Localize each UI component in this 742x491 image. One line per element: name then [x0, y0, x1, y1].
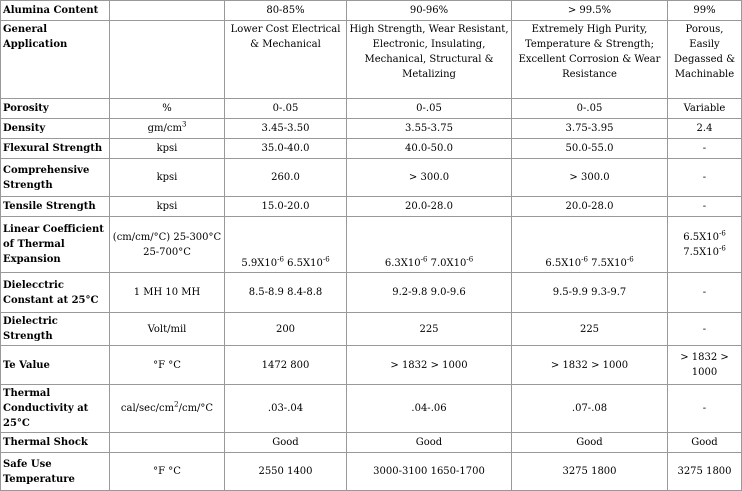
table-row [1, 139, 742, 159]
header-90-96: 90-96% [347, 1, 512, 21]
row-unit: kpsi [110, 159, 225, 197]
cell-99-5: Extremely High Purity, Temperature & Strength; Excellent Corrosion & Wear Resistance [512, 21, 668, 99]
cell-80-85: 260.0 [225, 159, 347, 197]
table-row [1, 273, 742, 313]
row-label: Safe Use Temperature [1, 453, 110, 491]
table-row [1, 99, 742, 119]
row-unit [110, 433, 225, 453]
row-unit: (cm/cm/°C) 25-300°C 25-700°C [110, 217, 225, 273]
cell-80-85: 2550 1400 [225, 453, 347, 491]
cell-90-96: Good [347, 433, 512, 453]
cell-99-5: 3275 1800 [512, 453, 668, 491]
cell-90-96: 0-.05 [347, 99, 512, 119]
cell-99-5: 3.75-3.95 [512, 119, 668, 139]
header-80-85: 80-85% [225, 1, 347, 21]
row-unit: Volt/mil [110, 313, 225, 346]
header-99-5: > 99.5% [512, 1, 668, 21]
cell-99-5: > 300.0 [512, 159, 668, 197]
cell-99: > 1832 > 1000 [668, 346, 742, 385]
cell-99: - [668, 385, 742, 433]
row-label: Comprehensive Strength [1, 159, 110, 197]
row-unit: kpsi [110, 197, 225, 217]
cell-90-96: 40.0-50.0 [347, 139, 512, 159]
cell-99-5: $6.5X10^{-6}$ $7.5X10^{-6}$ [512, 217, 668, 273]
row-unit: 1 MH 10 MH [110, 273, 225, 313]
row-unit [110, 119, 225, 139]
cell-99-5: 50.0-55.0 [512, 139, 668, 159]
cell-99: - [668, 197, 742, 217]
cell-80-85: Good [225, 433, 347, 453]
row-unit: °F °C [110, 346, 225, 385]
cell-90-96: > 1832 > 1000 [347, 346, 512, 385]
cell-99: 2.4 [668, 119, 742, 139]
cell-80-85: 0-.05 [225, 99, 347, 119]
table-row [1, 385, 742, 433]
cell-99-5: 20.0-28.0 [512, 197, 668, 217]
cell-99: - [668, 273, 742, 313]
header-property: Alumina Content [1, 1, 110, 21]
cell-99: - [668, 159, 742, 197]
row-unit: % [110, 99, 225, 119]
cell-80-85: $5.9X10^{-6}$ $6.5X10^{-6}$ [225, 217, 347, 273]
header-unit [110, 1, 225, 21]
cell-99-5: 9.5-9.9 9.3-9.7 [512, 273, 668, 313]
row-label: Density [1, 119, 110, 139]
cell-90-96: > 300.0 [347, 159, 512, 197]
cell-90-96: 9.2-9.8 9.0-9.6 [347, 273, 512, 313]
cell-80-85: Lower Cost Electrical & Mechanical [225, 21, 347, 99]
table-row [1, 313, 742, 346]
cell-99: 3275 1800 [668, 453, 742, 491]
table-row [1, 159, 742, 197]
cell-99: Good [668, 433, 742, 453]
row-label: Thermal Conductivity at 25°C [1, 385, 110, 433]
cell-90-96: $6.3X10^{-6}$ $7.0X10^{-6}$ [347, 217, 512, 273]
cell-90-96: 3.55-3.75 [347, 119, 512, 139]
cell-80-85: 15.0-20.0 [225, 197, 347, 217]
row-label: Porosity [1, 99, 110, 119]
cell-80-85: 200 [225, 313, 347, 346]
row-unit: kpsi [110, 139, 225, 159]
cell-99-5: 0-.05 [512, 99, 668, 119]
table-row [1, 197, 742, 217]
cell-99-5: 225 [512, 313, 668, 346]
table-row [1, 346, 742, 385]
table-row [1, 433, 742, 453]
table-row [1, 217, 742, 273]
row-label: Te Value [1, 346, 110, 385]
cell-80-85: 35.0-40.0 [225, 139, 347, 159]
cell-99: Porous, Easily Degassed & Machinable [668, 21, 742, 99]
cell-80-85: 8.5-8.9 8.4-8.8 [225, 273, 347, 313]
cell-99: Variable [668, 99, 742, 119]
row-label: Flexural Strength [1, 139, 110, 159]
row-label: Linear Coefficient of Thermal Expansion [1, 217, 110, 273]
cell-80-85: 1472 800 [225, 346, 347, 385]
unit-superscript: 3 [181, 120, 187, 129]
row-label: Tensile Strength [1, 197, 110, 217]
table-row [1, 21, 742, 99]
cell-99: - [668, 139, 742, 159]
row-label: Dielectric Strength [1, 313, 110, 346]
row-unit [110, 21, 225, 99]
cell-90-96: .04-.06 [347, 385, 512, 433]
row-label: Dielecctric Constant at 25°C [1, 273, 110, 313]
header-99: 99% [668, 1, 742, 21]
cell-99: $6.5X10^{-6}$ $7.5X10^{-6}$ [668, 217, 742, 273]
unit-base: gm/cm [147, 123, 182, 134]
cell-80-85: .03-.04 [225, 385, 347, 433]
cell-80-85: 3.45-3.50 [225, 119, 347, 139]
row-unit: cal/$\sec/cm^2/cm/^\circ C$ [110, 385, 225, 433]
cell-99-5: > 1832 > 1000 [512, 346, 668, 385]
cell-90-96: 3000-3100 1650-1700 [347, 453, 512, 491]
cell-99: - [668, 313, 742, 346]
cell-90-96: High Strength, Wear Resistant, Electronic, Insulating, Mechanical, Structural & Metalizing [347, 21, 512, 99]
table-row [1, 453, 742, 491]
cell-99-5: .07-.08 [512, 385, 668, 433]
cell-90-96: 225 [347, 313, 512, 346]
header-row [1, 1, 742, 21]
table-row [1, 119, 742, 139]
row-unit: °F °C [110, 453, 225, 491]
cell-99-5: Good [512, 433, 668, 453]
row-label: General Application [1, 21, 110, 99]
cell-90-96: 20.0-28.0 [347, 197, 512, 217]
row-label: Thermal Shock [1, 433, 110, 453]
